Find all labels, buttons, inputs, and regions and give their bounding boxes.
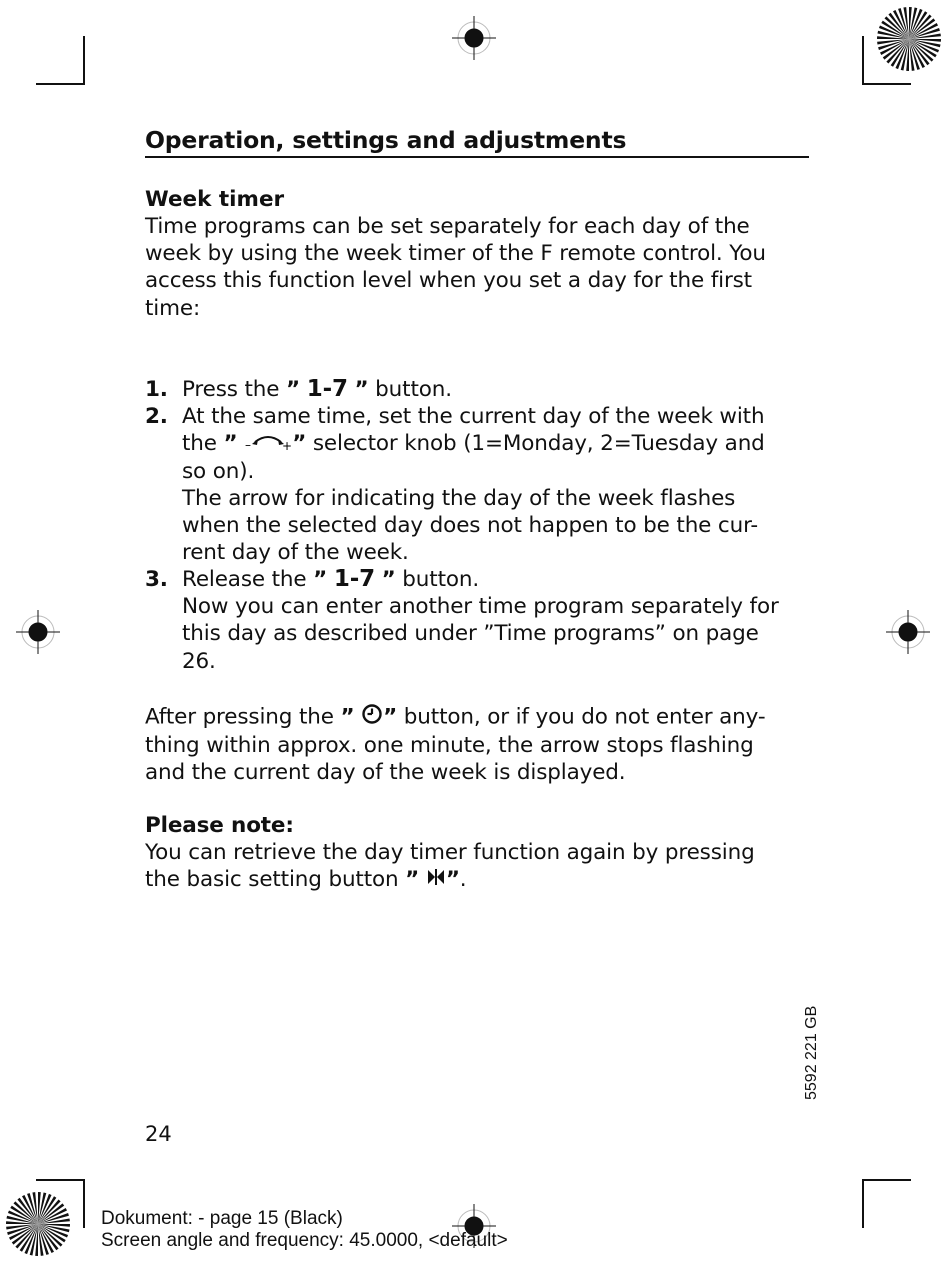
note-line: You can retrieve the day timer function again by pressing <box>145 840 755 865</box>
crop-mark-top-left <box>36 36 84 84</box>
intro-line: Time programs can be set separately for each day of the <box>145 214 750 239</box>
page-heading: Operation, settings and adjustments <box>145 124 809 158</box>
step-line: Press the ” 1-7 ” button. <box>182 376 452 402</box>
after-line: thing within approx. one minute, the arrow stops flashing <box>145 733 754 759</box>
starburst-ray <box>6 1221 38 1224</box>
starburst-ray <box>906 39 909 71</box>
starburst-ray <box>35 1224 38 1256</box>
intro-line: week by using the week timer of the F remote control. You <box>145 241 766 267</box>
registration-mark-top <box>452 16 496 60</box>
starburst-ray <box>38 1224 70 1227</box>
step-number: 1. <box>145 377 168 402</box>
selector-knob-icon <box>244 431 292 458</box>
step-number: 2. <box>145 404 168 429</box>
key-1-7-label: 1-7 <box>333 566 375 592</box>
document-id: 5592 221 GB <box>803 1005 820 1100</box>
key-1-7-label: 1-7 <box>306 376 348 402</box>
step-line: rent day of the week. <box>182 540 409 566</box>
step-line: this day as described under ”Time programs” on page <box>182 621 759 647</box>
starburst-ray <box>38 1192 41 1224</box>
starburst-ray <box>909 39 941 42</box>
step-line: Release the ” 1-7 ” button. <box>182 566 480 592</box>
crop-mark-bottom-right <box>863 1180 911 1228</box>
registration-mark-right <box>886 610 930 654</box>
footer-line: Dokument: - page 15 (Black) <box>101 1208 343 1229</box>
clock-icon <box>361 703 383 732</box>
page-number: 24 <box>145 1122 172 1146</box>
step-line: 26. <box>182 648 216 674</box>
step-number: 3. <box>145 567 168 592</box>
after-line: and the current day of the week is displayed. <box>145 760 626 786</box>
intro-line: time: <box>145 295 201 321</box>
week-timer-intro <box>145 213 815 322</box>
starburst-mark-top-right <box>877 7 941 71</box>
starburst-mark-bottom-left <box>6 1192 70 1256</box>
step-line: when the selected day does not happen to be the cur- <box>182 513 758 539</box>
after-line: After pressing the ” ” button, or if you do not enter any- <box>145 703 825 732</box>
basic-setting-icon <box>426 867 446 894</box>
step-line: the ” – + ” selector knob (1=Monday, 2=Tuesday and <box>182 431 765 457</box>
footer-line: Screen angle and frequency: 45.0000, <default> <box>101 1230 508 1251</box>
registration-mark-left <box>16 610 60 654</box>
starburst-ray <box>909 7 912 39</box>
note-paragraph <box>145 839 825 894</box>
step-line: The arrow for indicating the day of the week flashes <box>182 486 736 511</box>
week-timer-title: Week timer <box>145 187 285 212</box>
knob-plus: + <box>282 438 293 451</box>
after-paragraph <box>145 703 825 787</box>
intro-line: access this function level when you set a day for the first <box>145 268 752 294</box>
step-line: At the same time, set the current day of the week with <box>182 404 765 429</box>
note-line: the basic setting button ” ”. <box>145 867 467 893</box>
knob-minus: – <box>245 437 252 451</box>
step-line: Now you can enter another time program separately for <box>182 594 779 620</box>
starburst-ray <box>877 36 909 39</box>
step-line: so on). <box>182 458 255 484</box>
print-footer <box>101 1208 508 1252</box>
note-title: Please note: <box>145 813 294 838</box>
